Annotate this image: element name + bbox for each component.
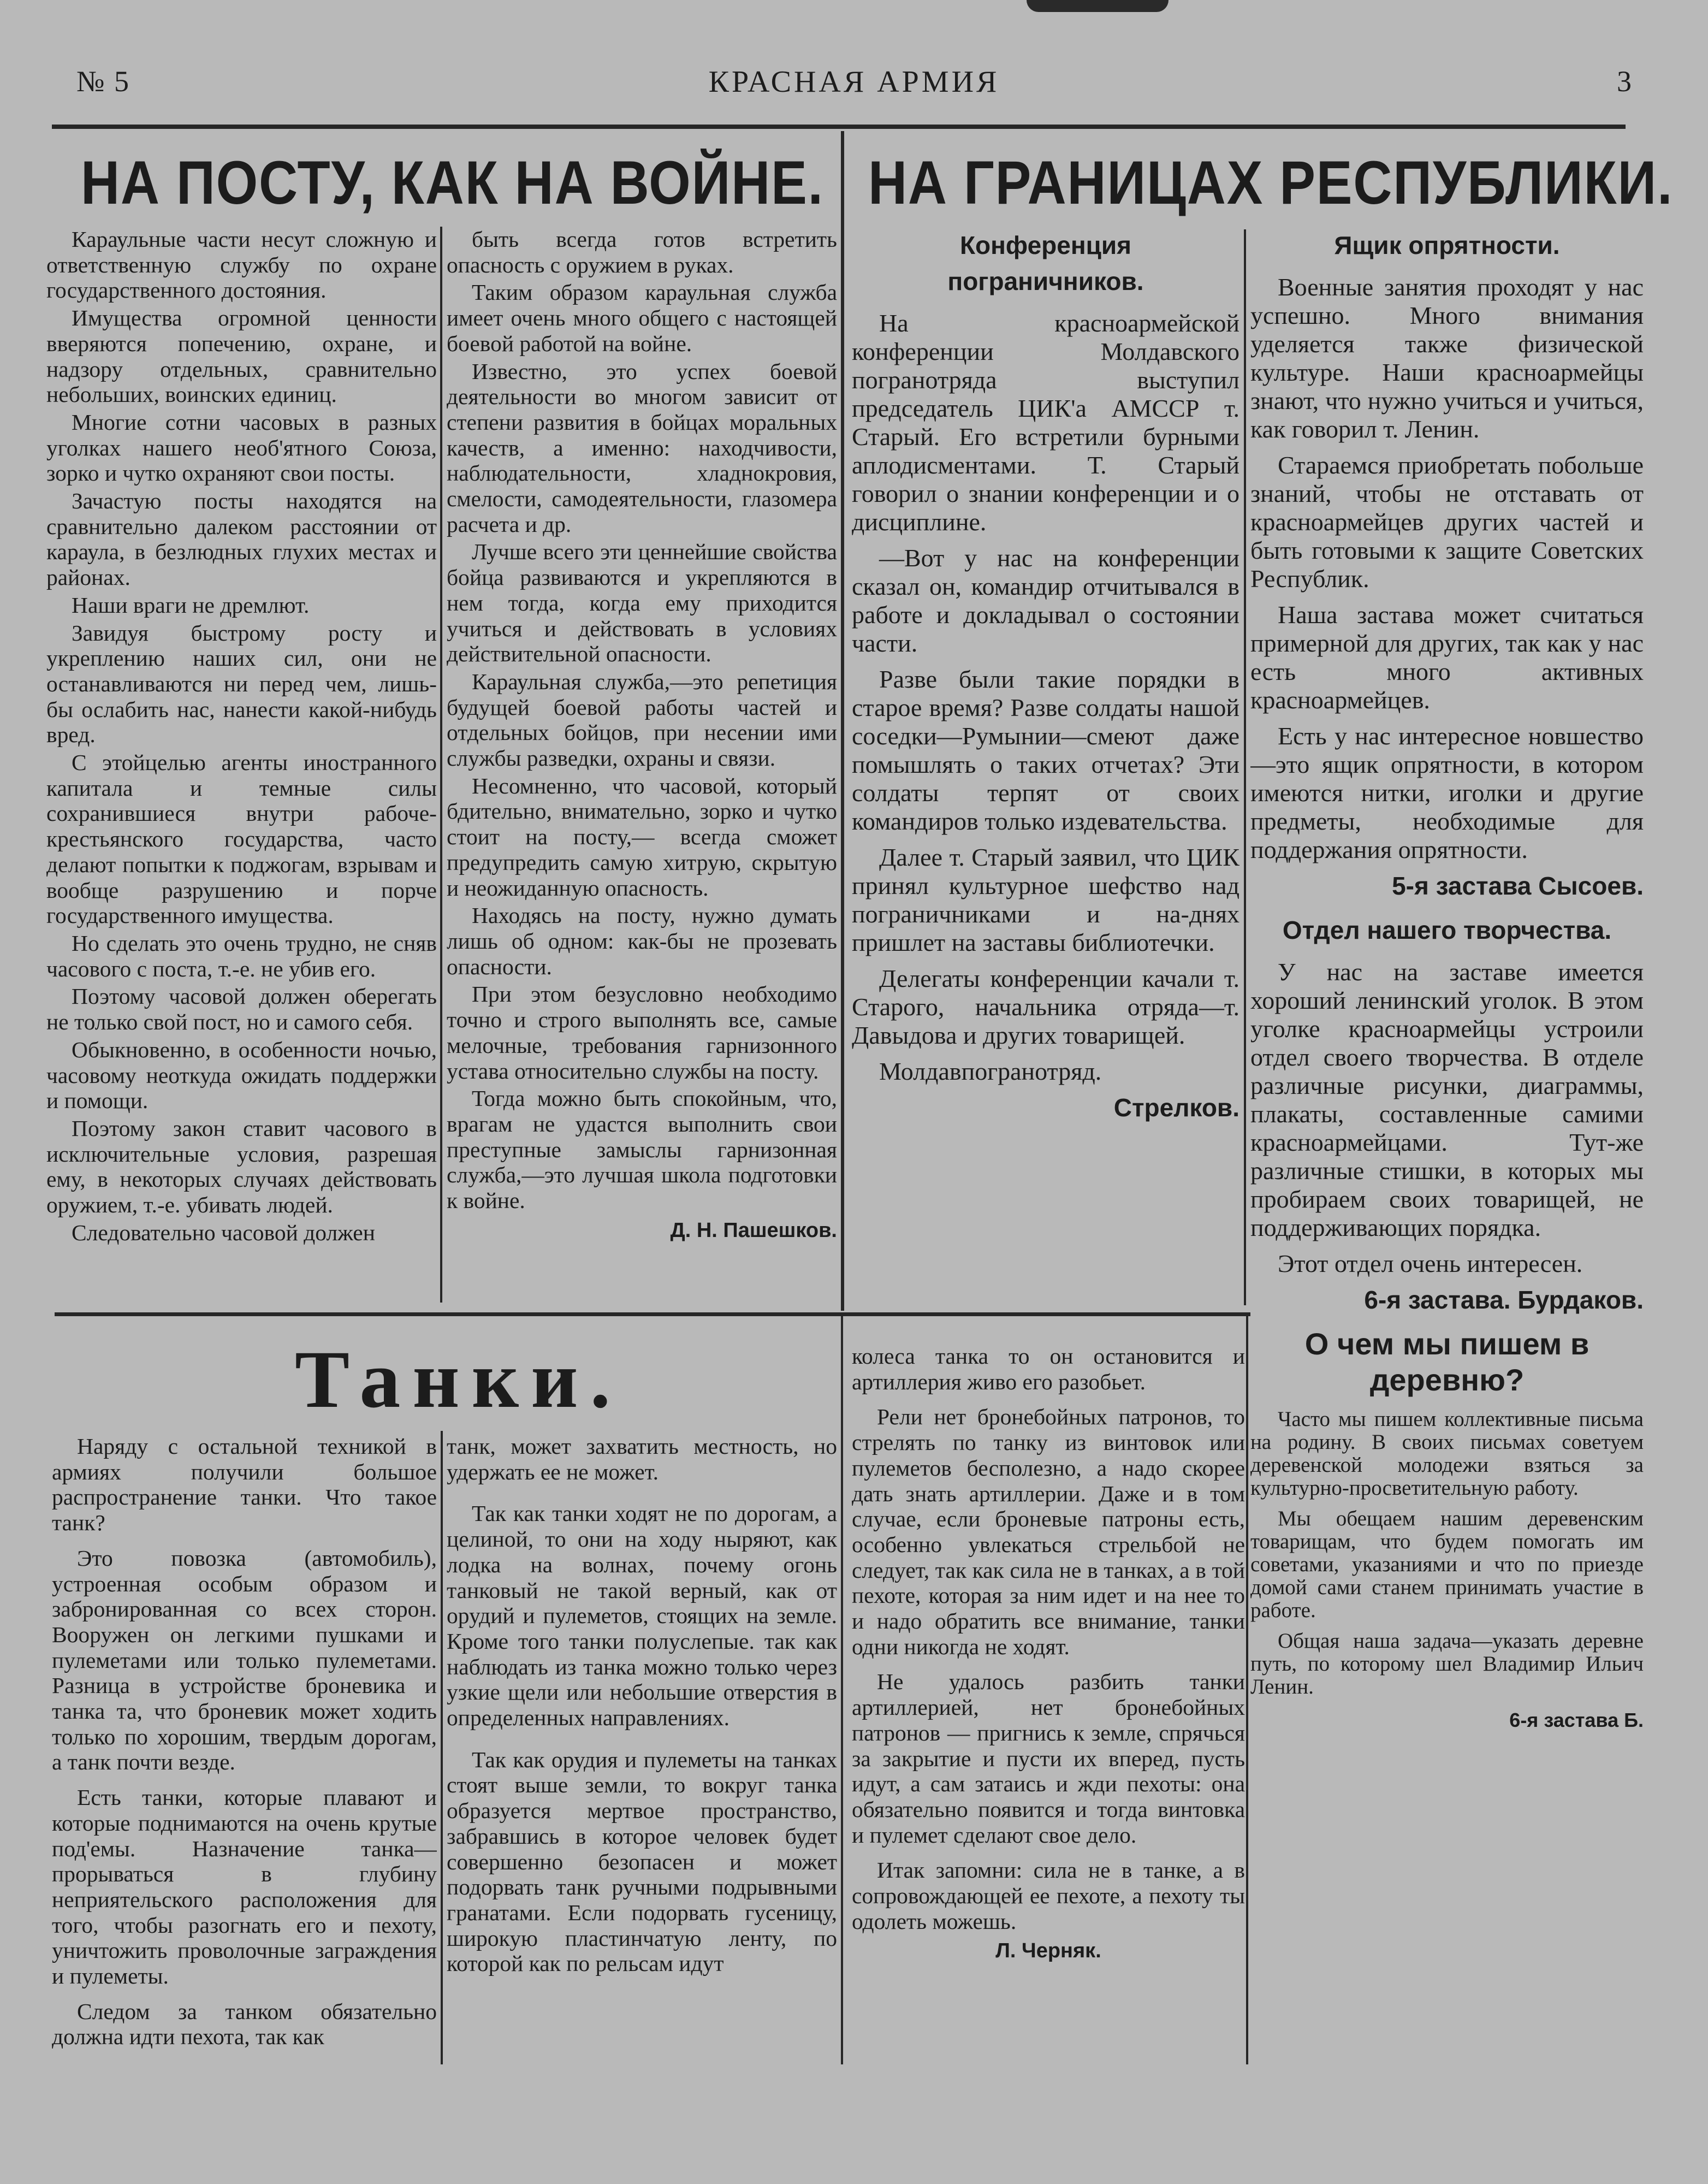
article1-c2-p4: Лучше всего эти ценнейшие свойства бойца развиваются и укрепляются в нем тогда, когда ему приходится учиться и действовать в условиях действительной опасности. (447, 539, 837, 667)
page-number: 3 (1617, 65, 1632, 98)
conference-p5: Делегаты конференции качали т. Старого, начальника отряда—т. Давыдова и других товарищей. (852, 964, 1240, 1049)
creative-signature: 6-я застава. Бурдаков. (1364, 1286, 1644, 1314)
article1-c2-p7: Находясь на посту, нужно думать лишь об одном: как-бы не прозевать опасности. (447, 903, 837, 979)
article1-column-2 (447, 227, 837, 1308)
article1-c2-p1: быть всегда готов встретить опасность с оружием в руках. (447, 227, 837, 277)
article3-c1-p3: Есть танки, которые плавают и которые поднимаются на очень крутые под'емы. Назначение танка—прорываться в глубину неприятельского расположения для того, чтобы разогнать его и пехоту, уничтожить проволочные заграждения и пулеметы. (52, 1785, 437, 1989)
tanki-top-rule (55, 1312, 1250, 1316)
box-p4: Есть у нас интересное новшество—это ящик опрятности, в котором имеются нитки, иголки и другие предметы, необходимые для поддержания опрятности. (1250, 722, 1644, 863)
village-title: О чем мы пишем в деревню? (1304, 1327, 1590, 1397)
article3-column-2 (447, 1434, 837, 2073)
article1-column-1 (46, 227, 437, 1308)
article1-c1-p10: Обыкновенно, в особенности ночью, часовому неоткуда ожидать поддержки и помощи. (46, 1037, 437, 1114)
article3-column-3 (852, 1343, 1245, 2070)
article1-c2-p6: Несомненно, что часовой, который бдительно, внимательно, зорко и чутко стоит на посту,— всегда сможет предупредить самую хитрую, скрытую и неожиданную опасность. (447, 773, 837, 901)
masthead (76, 64, 1632, 108)
village-p2: Мы обещаем нашим деревенским товарищам, что будем помогать им советами, указаниями и что по приезде домой сами станем принимать участие в работе. (1250, 1507, 1644, 1622)
box-p2: Стараемся приобретать побольше знаний, чтобы не отставать от красноармейцев других частей и быть готовыми к защите Советских Республик. (1250, 451, 1644, 593)
article3-column-1 (52, 1434, 437, 2073)
article3-c1-p4: Следом за танком обязательно должна идти пехота, так как (52, 1998, 437, 2050)
box-title: Ящик опрятности. (1334, 231, 1560, 259)
article1-c2-p9: Тогда можно быть спокойным, что, врагам не удастся выполнить свои преступные замыслы гарнизонная служба,—это лучшая школа подготовки к войне. (447, 1086, 837, 1214)
box-p1: Военные занятия проходят у нас успешно. Много внимания уделяется также физической культуре. Наши красноармейцы знают, что нужно учиться и учиться, как говорил т. Ленин. (1250, 273, 1644, 443)
village-p1: Часто мы пишем коллективные письма на родину. В своих письмах советуем деревенской молодежи взяться за культурно-просветительную работу. (1250, 1407, 1644, 1500)
conference-title: Конференция пограничников. (947, 231, 1144, 295)
article1-c1-p4: Зачастую посты находятся на сравнительно далеком расстоянии от караула, в безлюдных глухих местах и районах. (46, 488, 437, 590)
article3-rule-2 (841, 1316, 843, 2064)
conference-column-rule (1244, 229, 1246, 1305)
article1-c2-p2: Таким образом караульная служба имеет очень много общего с настоящей боевой работой на войне. (447, 280, 837, 356)
article1-c1-p11: Поэтому закон ставит часового в исключительные условия, разрешая ему, в некоторых случаях действовать оружием, т.-е. убивать людей. (46, 1115, 437, 1218)
article3-c2-p3: Так как орудия и пулеметы на танках стоят выше земли, то вокруг танка образуется мертвое пространство, забравшись в которое человек будет совершенно безопасен и может подорвать танк ручными подрывными гранатами. Если подорвать гусеницу, широкую пластинчатую ленту, по которой как по рельсам идут (447, 1747, 837, 1976)
article3-title: Танки. (295, 1334, 623, 1425)
article1-c1-p8: Но сделать это очень трудно, не сняв часового с поста, т.-е. не убив его. (46, 930, 437, 981)
creative-p1: У нас на заставе имеется хороший ленинский уголок. В этом уголке красноармейцы устроили отдел своего творчества. В отделе различные рисунки, диаграммы, плакаты, составленные самими красноармейцами. Тут-же различные стишки, в которых мы пробираем своих товарищей, не поддерживающих порядка. (1250, 958, 1644, 1241)
village-p3: Общая наша задача—указать деревне путь, по которому шел Владимир Ильич Ленин. (1250, 1629, 1644, 1698)
box-p3: Наша застава может считаться примерной для других, так как у нас есть много активных красноармейцев. (1250, 601, 1644, 714)
article3-c3-p2: Рели нет бронебойных патронов, то стрелять по танку из винтовок или пулеметов бесполезно, а надо скорее дать знать артиллерии. Даже и в том случае, если броневые патроны есть, особенно увлекаться стрельбой не следует, так как сила не в танках, а в той пехоте, которая за ним идет и на нее то и надо обратить все внимание, танки одни никогда не ходят. (852, 1404, 1245, 1659)
conference-p3: Разве были такие порядки в старое время? Разве солдаты нашой соседки—Румынии—смеют даже помышлять о таких отчетах? Эти солдаты терпят от своих командиров только издевательства. (852, 665, 1240, 835)
article1-signature: Д. Н. Пашешков. (670, 1218, 837, 1242)
article3-c1-p2: Это повозка (автомобиль), устроенная особым образом и забронированная со всех сторон. Вооружен он легкими пушками и пулеметами или только пулеметами. Разница в устройстве броневика и танка та, что броневик может ходить только по хорошим, твердым дорогам, а танк почти везде. (52, 1545, 437, 1775)
newspaper-title: КРАСНАЯ АРМИЯ (708, 65, 1000, 99)
conference-column (852, 225, 1240, 1309)
article1-c2-p5: Караульная служба,—это репетиция будущей боевой работы частей и отдельных бойцов, при несении ими службы разведки, охраны и связи. (447, 668, 837, 771)
top-rule (52, 125, 1626, 129)
conference-p2: —Вот у нас на конференции сказал он, командир отчитывался в работе и докладывал о состоянии части. (852, 544, 1240, 657)
article1-c2-p8: При этом безусловно необходимо точно и строго выполнять все, самые мелочные, требования гарнизонного устава относительно службы на посту. (447, 981, 837, 1084)
section2-title: НА ГРАНИЦАХ РЕСПУБЛИКИ. (868, 149, 1674, 217)
issue-number: № 5 (76, 65, 131, 98)
article1-c1-p6: Завидуя быстрому росту и укреплению наших сил, они не останавливаются ни перед чем, лишь-бы ослабить нас, нанести какой-нибудь вред. (46, 620, 437, 748)
article1-c1-p5: Наши враги не дремлют. (72, 592, 310, 618)
article3-rule-3 (1246, 1316, 1248, 2064)
article1-c1-p1: Караульные части несут сложную и ответственную службу по охране государственного достояния. (46, 227, 437, 303)
village-signature: 6-я застава Б. (1509, 1709, 1644, 1731)
conference-p6: Молдавпогранотряд. (879, 1057, 1102, 1085)
conference-p4: Далее т. Старый заявил, что ЦИК принял культурное шефство над пограничниками и на-днях пришлет на заставы библиотечки. (852, 843, 1240, 956)
article3-c3-p1: колеса танка то он остановится и артиллерия живо его разобьет. (852, 1343, 1245, 1394)
article3-c3-p4: Итак запомни: сила не в танке, а в сопровождающей ее пехоте, а пехоту ты одолеть можешь. (852, 1857, 1245, 1934)
box-signature: 5-я застава Сысоев. (1392, 872, 1644, 900)
article3-signature: Л. Черняк. (995, 1939, 1101, 1963)
creative-p2: Этот отдел очень интересен. (1278, 1250, 1583, 1277)
article3-c1-p1: Наряду с остальной техникой в армиях получили большое распространение танки. Что такое танк? (52, 1434, 437, 1536)
article1-c1-p9: Поэтому часовой должен оберегать не только свой пост, но и самого себя. (46, 984, 437, 1035)
article3-rule-1 (441, 1431, 443, 2064)
conference-signature: Стрелков. (1113, 1093, 1240, 1122)
right-column (1250, 225, 1644, 2093)
article1-column-rule (440, 227, 442, 1303)
article3-c2-p1: танк, может захватить местность, но удержать ее не может. (447, 1434, 837, 1484)
ink-blot (1027, 0, 1169, 12)
article1-c1-p12: Следовательно часовой должен (72, 1220, 375, 1245)
article3-c3-p3: Не удалось разбить танки артиллерией, нет бронебойных патронов — пригнись к земле, спрячься за закрытие и пусти их вперед, пусть идут, а сам затаись и жди пехоты: она обязательно появится и тогда винтовка и пулемет сделают свое дело. (852, 1669, 1245, 1848)
conference-p1: На красноармейской конференции Молдавского погранотряда выступил председатель ЦИК'а АМССР т. Старый. Его встретили бурными аплодисментами. Т. Старый говорил о знании конференции и о дисциплине. (852, 309, 1240, 536)
article1-c1-p2: Имущества огромной ценности вверяются попечению, охране, и надзору отдельных, сравнительно небольших, воинских единиц. (46, 305, 437, 407)
article3-c2-p2: Так как танки ходят не по дорогам, а целиной, то они на ходу ныряют, как лодка на волнах, почему огонь танковый не такой верный, как от орудий и пулеметов, стоящих на земле. Кроме того танки полуслепые. так как наблюдать из танка можно только через узкие щели или небольшие отверстия в определенных направлениях. (447, 1501, 837, 1731)
article1-title: НА ПОСТУ, КАК НА ВОЙНЕ. (81, 149, 824, 217)
article1-c1-p7: С этойцелью агенты иностранного капитала и темные силы сохранившиеся внутри рабоче-крестьянского государства, часто делают попытки к поджогам, взрывам и вообще разрушению и порче государственного имущества. (46, 750, 437, 928)
article1-c2-p3: Известно, это успех боевой деятельности во многом зависит от степени развития в бойцах моральных качеств, а именно: находчивости, наблюдательности, хладнокровия, смелости, самодеятельности, глазомера расчета и др. (447, 358, 837, 537)
creative-title: Отдел нашего творчества. (1282, 916, 1612, 944)
section-column-rule (841, 131, 844, 1311)
article1-c1-p3: Многие сотни часовых в разных уголках нашего необ'ятного Союза, зорко и чутко охраняют свои посты. (46, 409, 437, 486)
